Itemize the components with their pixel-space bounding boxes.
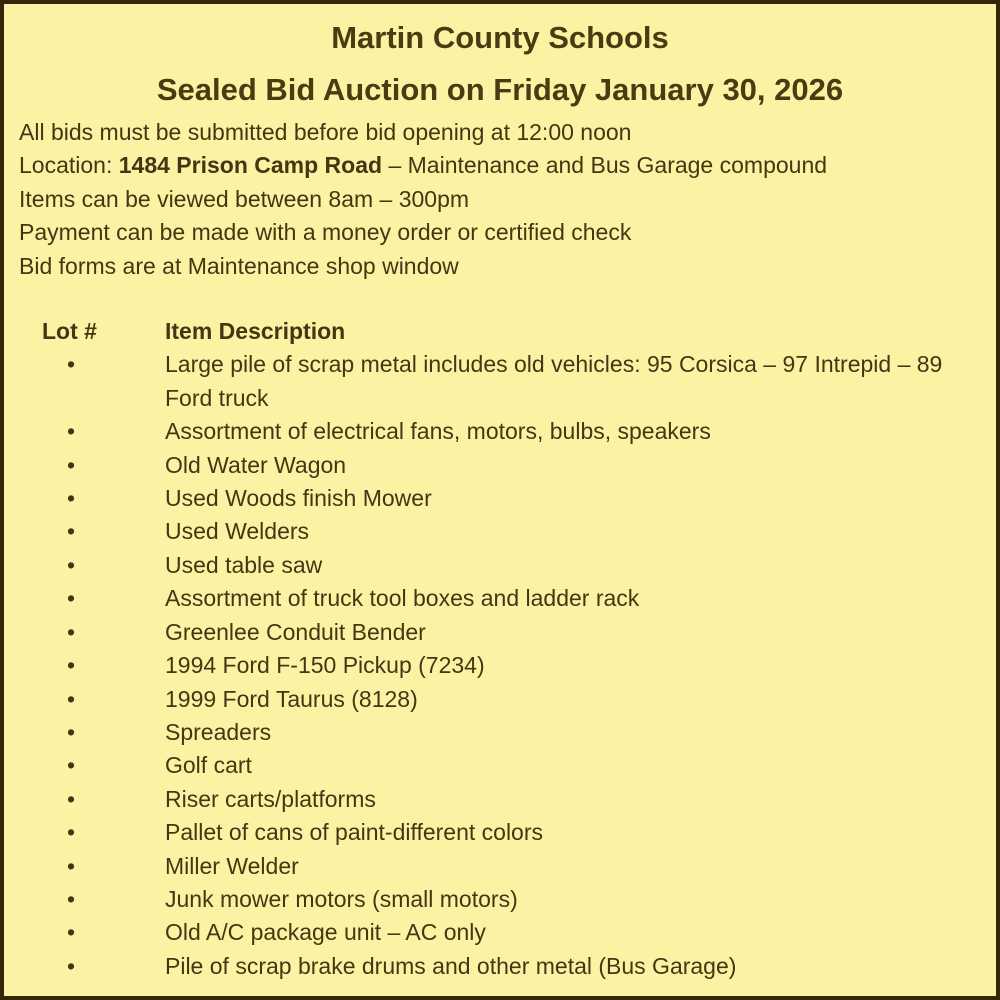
item-description: Old A/C package unit – AC only: [165, 919, 486, 946]
list-item: [19, 348, 981, 415]
item-description: Old Water Wagon: [165, 451, 347, 478]
item-description: Used table saw: [165, 551, 323, 578]
list-item: [19, 683, 981, 716]
item-description: Assortment of electrical fans, motors, bulbs, speakers: [165, 418, 711, 445]
bullet-icon: •: [67, 852, 76, 879]
bullet-icon: •: [67, 952, 76, 979]
bullet-icon: •: [67, 652, 76, 679]
bullet-icon: •: [67, 919, 76, 946]
bullet-icon: •: [67, 718, 76, 745]
bullet-icon: •: [67, 819, 76, 846]
item-description: 1994 Ford F-150 Pickup (7234): [165, 652, 485, 679]
bullet-icon: •: [67, 351, 76, 378]
location-text: [19, 149, 981, 182]
viewing-hours-text: Items can be viewed between 8am – 300pm: [19, 185, 470, 212]
bullet-icon: •: [67, 451, 76, 478]
list-item: [19, 950, 981, 983]
column-header-lot: Lot #: [42, 318, 97, 345]
bullet-icon: •: [67, 885, 76, 912]
bullet-icon: •: [67, 618, 76, 645]
bullet-icon: •: [67, 752, 76, 779]
list-item: [19, 816, 981, 849]
item-list: [19, 348, 981, 983]
item-description: Assortment of truck tool boxes and ladder rack: [165, 585, 640, 612]
item-description: Riser carts/platforms: [165, 785, 376, 812]
bullet-icon: •: [67, 418, 76, 445]
item-description: Used Woods finish Mower: [165, 485, 432, 512]
list-item: [19, 482, 981, 515]
item-description: Golf cart: [165, 752, 252, 779]
location-address: 1484 Prison Camp Road: [118, 152, 383, 179]
list-item: [19, 515, 981, 548]
list-item: [19, 582, 981, 615]
list-header: [19, 315, 981, 348]
item-description: Pallet of cans of paint-different colors: [165, 819, 544, 846]
list-item: [19, 883, 981, 916]
column-header-description: Item Description: [165, 318, 346, 345]
item-description: Pile of scrap brake drums and other metal (Bus Garage): [165, 952, 737, 979]
list-item: [19, 850, 981, 883]
item-description: Large pile of scrap metal includes old vehicles: 95 Corsica – 97 Intrepid – 89 Ford truck: [165, 351, 943, 411]
item-description: Spreaders: [165, 718, 272, 745]
list-item: [19, 916, 981, 949]
bid-forms-text: Bid forms are at Maintenance shop window: [19, 252, 459, 279]
location-suffix: – Maintenance and Bus Garage compound: [382, 152, 828, 179]
bullet-icon: •: [67, 485, 76, 512]
list-item: [19, 749, 981, 782]
bullet-icon: •: [67, 518, 76, 545]
item-description: Used Welders: [165, 518, 310, 545]
list-item: [19, 449, 981, 482]
list-item: [19, 616, 981, 649]
payment-text: Payment can be made with a money order or certified check: [19, 219, 632, 246]
bullet-icon: •: [67, 685, 76, 712]
item-description: Greenlee Conduit Bender: [165, 618, 426, 645]
page-title: Martin County Schools: [331, 20, 669, 55]
bullet-icon: •: [67, 551, 76, 578]
list-item: [19, 716, 981, 749]
item-description: 1999 Ford Taurus (8128): [165, 685, 418, 712]
bid-deadline-text: All bids must be submitted before bid opening at 12:00 noon: [19, 119, 632, 145]
item-description: Miller Welder: [165, 852, 299, 879]
bullet-icon: •: [67, 785, 76, 812]
list-item: [19, 783, 981, 816]
item-description: Junk mower motors (small motors): [165, 885, 518, 912]
list-item: [19, 549, 981, 582]
list-item: [19, 649, 981, 682]
location-prefix: Location:: [19, 152, 119, 179]
list-item: [19, 415, 981, 448]
bullet-icon: •: [67, 585, 76, 612]
page-subtitle: Sealed Bid Auction on Friday January 30, 2026: [156, 72, 844, 107]
